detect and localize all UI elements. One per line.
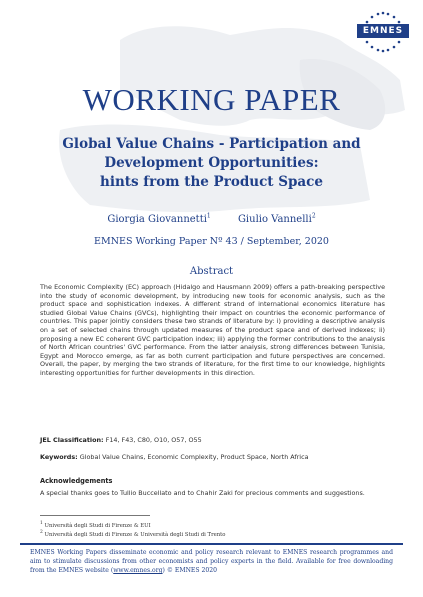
- author: [238, 214, 316, 225]
- keywords-label: Keywords:: [40, 453, 78, 461]
- jel-classification: [40, 436, 385, 444]
- footnote: [40, 521, 151, 529]
- acknowledgements-text: A special thanks goes to Tullio Buccellato and to Chahir Zaki for precious comments and suggestions.: [40, 489, 365, 497]
- abstract-heading: Abstract: [189, 266, 234, 277]
- author-list: [0, 213, 423, 225]
- keywords-value: Global Value Chains, Economic Complexity, Product Space, North Africa: [77, 453, 309, 461]
- paper-title: [40, 135, 383, 192]
- footer-note: [30, 548, 393, 575]
- author-footnote-mark: 1: [206, 213, 211, 220]
- paper-title-line: Development Opportunities:: [104, 155, 319, 171]
- footnote-divider: [40, 515, 150, 516]
- footnote-text: Università degli Studi di Firenze & Università degli Studi di Trento: [42, 531, 226, 538]
- author-name: Giorgia Giovannetti: [107, 214, 207, 226]
- paper-title-line: hints from the Product Space: [100, 174, 323, 190]
- abstract-text: The Economic Complexity (EC) approach (Hidalgo and Hausmann 2009) offers a path-breaking perspective into the study of economic development, by introducing new tools for economic analysis, such as the product space and sophistication indexes. A different strand of international economics literature has studied Global Value Chains (GVCs), highlighting their impact on countries the economic performance of countries. This paper jointly considers these two strands of literature by: i) providing a descriptive analysis on a set of selected chains through updated measures of the product space and of derived indexes; ii) proposing a new EC coherent GVC participation index; iii) applying the former contributions to the analysis of North African countries' GVC performance. From the latter analysis, strong differences between Tunisia, Egypt and Morocco emerge, as far as both current participation and future perspectives are concerned. Overall, the paper, by merging the two strands of literature, for the first time to our knowledge, highlights interesting opportunities for further developments in this direction.: [40, 283, 385, 377]
- author-footnote-mark: 2: [311, 213, 316, 220]
- logo-text: EMNES: [357, 24, 409, 38]
- keywords: [40, 453, 385, 461]
- author-name: Giulio Vannelli: [237, 214, 312, 226]
- footer-divider: [20, 543, 403, 545]
- footer-copyright: ) © EMNES 2020: [162, 567, 217, 574]
- acknowledgements-heading: Acknowledgements: [40, 477, 113, 485]
- series-title: WORKING PAPER: [82, 82, 341, 117]
- working-paper-number: EMNES Working Paper Nº 43 / September, 2020: [94, 236, 329, 247]
- jel-label: JEL Classification:: [40, 436, 104, 444]
- footnote: [40, 530, 226, 538]
- website-link[interactable]: www.emnes.org: [113, 567, 163, 574]
- footnote-mark: 2: [40, 530, 43, 535]
- footer-text: EMNES Working Papers disseminate economic and policy research relevant to EMNES research programmes and aim to stimulate discussions from other economists and policy experts in the field. Available for free downloading from the EMNES website (: [30, 549, 393, 574]
- footnote-text: Università degli Studi di Firenze & EUI: [42, 522, 151, 529]
- author: [107, 214, 210, 225]
- footnote-mark: 1: [40, 521, 43, 526]
- emnes-logo: [357, 10, 409, 56]
- paper-title-line: Global Value Chains - Participation and: [62, 136, 361, 152]
- jel-value: F14, F43, C80, O10, O57, O55: [103, 436, 202, 444]
